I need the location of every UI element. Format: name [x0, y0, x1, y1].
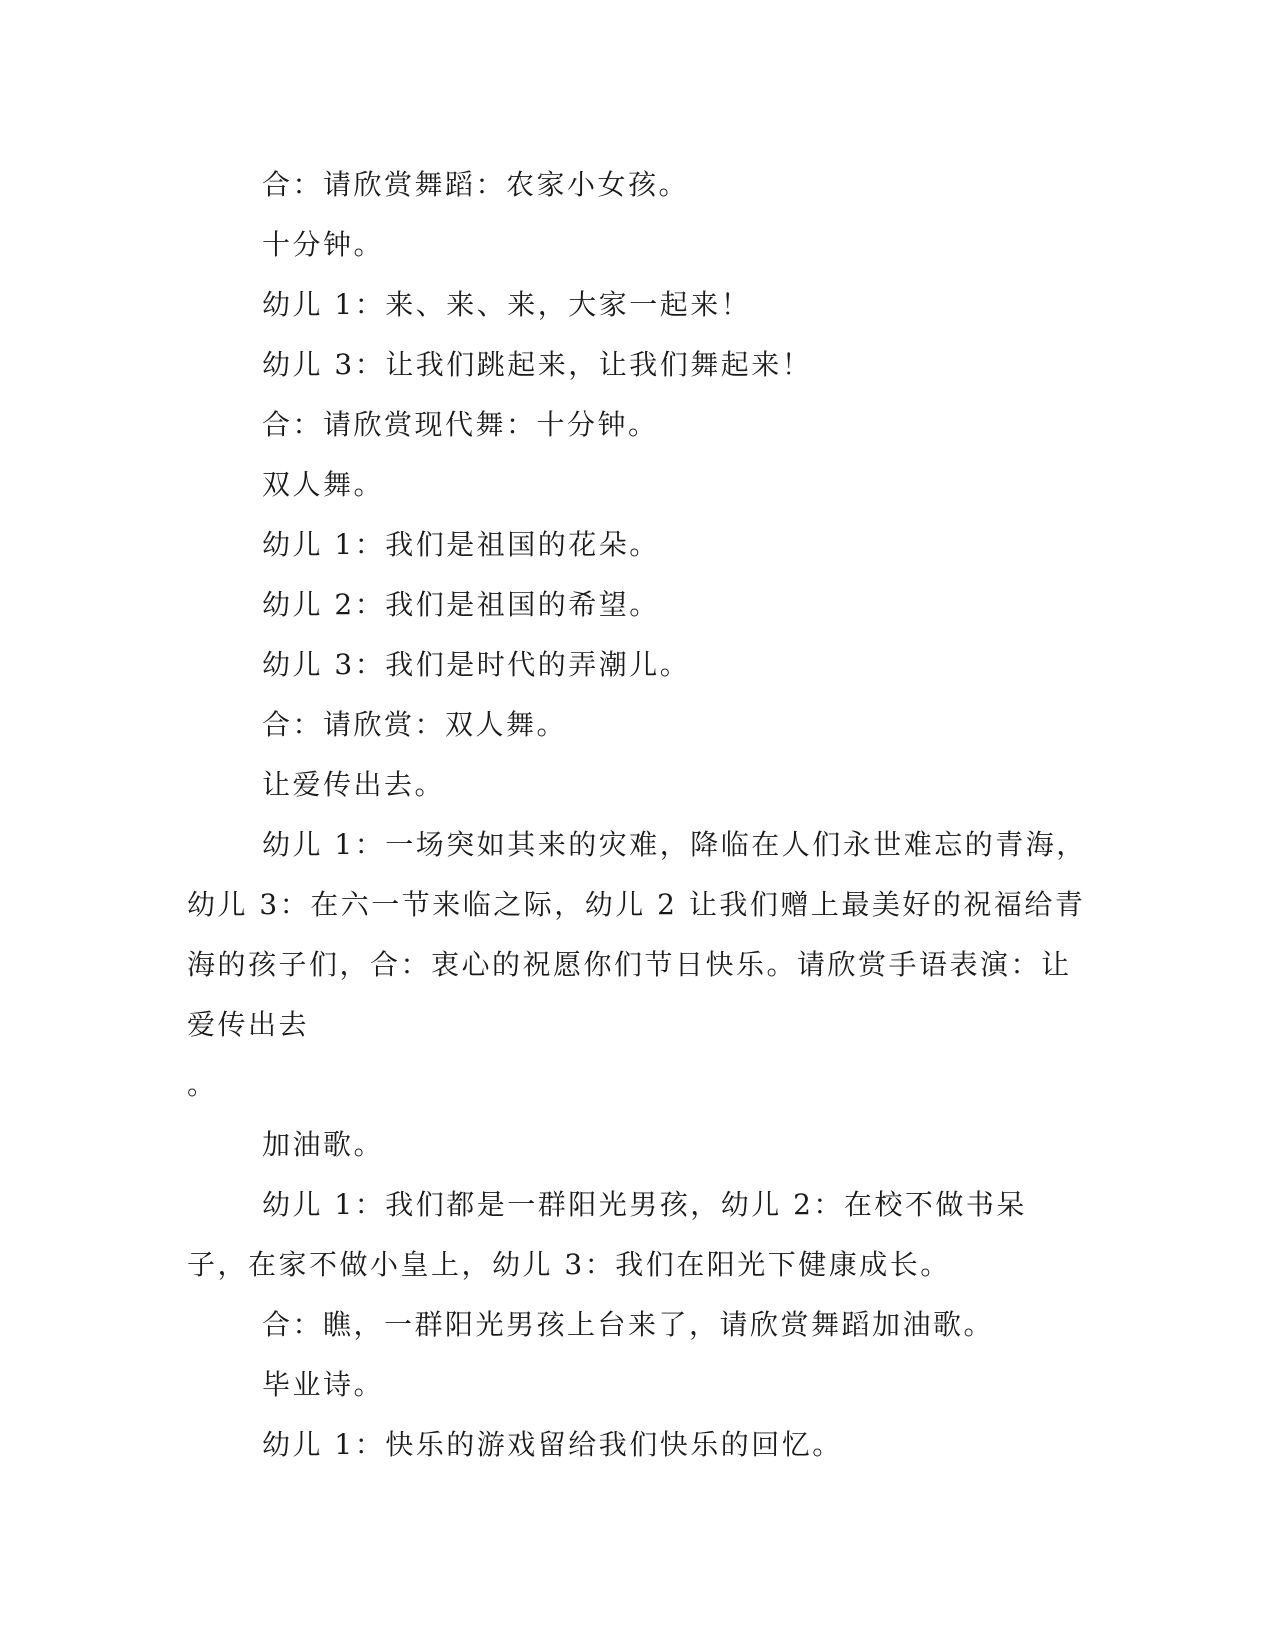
paragraph: 双人舞。 [262, 468, 385, 501]
paragraph: 幼儿 2：我们是祖国的希望。 [262, 588, 660, 621]
paragraph: 。 [187, 1068, 218, 1101]
paragraph: 让爱传出去。 [262, 768, 446, 801]
paragraph: 幼儿 1：一场突如其来的灾难，降临在人们永世难忘的青海，幼儿 3：在六一节来临之际，幼儿 2 让我们赠上最美好的祝福给青海的孩子们，合：衷心的祝愿你们节日快乐。请欣赏手语表演：让爱传出去 [187, 828, 1087, 1041]
paragraph: 合：请欣赏舞蹈：农家小女孩。 [262, 168, 690, 201]
paragraph: 合：请欣赏现代舞：十分钟。 [262, 408, 659, 441]
paragraph: 幼儿 1：快乐的游戏留给我们快乐的回忆。 [262, 1428, 843, 1461]
paragraph: 幼儿 1：来、来、来，大家一起来！ [262, 288, 752, 321]
paragraph: 合：请欣赏：双人舞。 [262, 708, 568, 741]
paragraph: 毕业诗。 [262, 1368, 385, 1401]
paragraph: 合：瞧，一群阳光男孩上台来了，请欣赏舞蹈加油歌。 [262, 1308, 995, 1341]
paragraph: 加油歌。 [262, 1128, 385, 1161]
paragraph: 幼儿 1：我们都是一群阳光男孩，幼儿 2：在校不做书呆子，在家不做小皇上，幼儿 3：我们在阳光下健康成长。 [187, 1188, 1027, 1281]
paragraph: 幼儿 3：让我们跳起来，让我们舞起来！ [262, 348, 813, 381]
paragraph: 幼儿 1：我们是祖国的花朵。 [262, 528, 660, 561]
document-body [187, 155, 1087, 1475]
paragraph: 幼儿 3：我们是时代的弄潮儿。 [262, 648, 691, 681]
paragraph: 十分钟。 [262, 228, 385, 261]
